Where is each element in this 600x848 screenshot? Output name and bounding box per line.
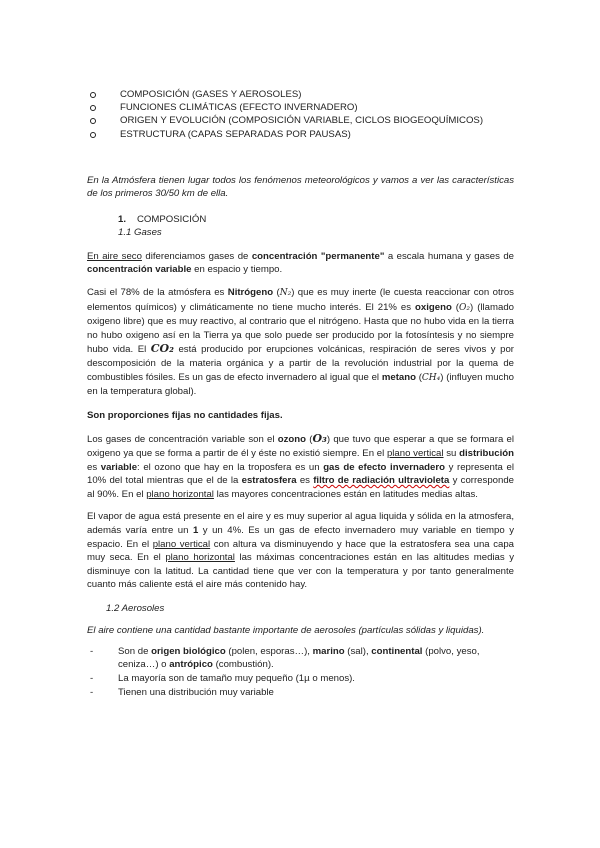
bullet-icon <box>90 118 96 124</box>
toc-item: ESTRUCTURA (CAPAS SEPARADAS POR PAUSAS) <box>87 128 514 141</box>
bullet-icon <box>90 92 96 98</box>
paragraph-aerosoles: El aire contiene una cantidad bastante importante de aerosoles (partículas sólidas y liquidas). <box>87 625 485 637</box>
paragraph-ozono: Los gases de concentración variable son el ozono (O₃) que tuvo que esperar a que se formara el oxigeno ya que se forma a partir de él y éste no existió siempre. En el plano vertical su distribución es variable: el ozono que hay en la troposfera es un gas de efecto invernadero y representa el 10% del total mientras que el de la estratosfera es filtro de radiación ultravioleta y corresponde al 90%. En el plano horizontal las mayores concentraciones están en latitudes medias altas. <box>87 432 514 500</box>
toc-item: ORIGEN Y EVOLUCIÓN (COMPOSICIÓN VARIABLE, CICLOS BIOGEOQUÍMICOS) <box>87 114 514 127</box>
heading-proporciones: Son proporciones fijas no cantidades fijas. <box>87 409 283 421</box>
bullet-icon <box>90 132 96 138</box>
section-heading: 1. COMPOSICIÓN <box>118 214 207 225</box>
paragraph-nitrogeno: Casi el 78% de la atmósfera es Nitrógeno (N₂) que es muy inerte (le cuesta reaccionar con otros elementos químicos) y climáticamente no tiene mucho interés. El 21% es oxigeno (O₂) (llamado oxigeno libre) que es muy reactivo, al contrario que el nitrógeno. Hasta que no hubo vida en la tierra no hubo oxigeno así en la Tierra ya que solo puede ser producido por la fotosíntesis y no siempre hubo vida. El CO₂ está producido por erupciones volcánicas, respiración de seres vivos y por descomposición de la materia orgánica y a partir de la revolución industrial por la quema de combustibles fósiles. Es un gas de efecto invernadero al igual que el metano (CH₄) (influyen mucho en la temperatura global). <box>87 287 514 398</box>
list-item: - Son de origen biológico (polen, esporas…), marino (sal), continental (polvo, yeso, ceniza…) o antrópico (combustión). <box>90 645 480 671</box>
aerosoles-list <box>87 645 514 699</box>
list-item: - La mayoría son de tamaño muy pequeño (1µ o menos). <box>90 673 355 685</box>
subsection-aerosoles: 1.2 Aerosoles <box>106 602 165 614</box>
list-item: - Tienen una distribución muy variable <box>90 686 274 698</box>
paragraph-vapor-agua: El vapor de agua está presente en el aire y es muy superior al agua liquida y sólida en la atmosfera, además varía entre un 1 y un 4%. Es un gas de efecto invernadero muy variable en tiempo y espacio. En el plano vertical con altura va disminuyendo y hace que la estratosfera sea una capa muy seca. En el plano horizontal las máximas concentraciones están en las altitudes medias y disminuye con la latitud. La cantidad tiene que ver con la temperatura y por tanto generalmente cuanto más caliente está el aire más contenido hay. <box>87 511 514 591</box>
bullet-icon <box>90 105 96 111</box>
table-of-contents <box>87 88 514 141</box>
paragraph-aire-seco: En aire seco diferenciamos gases de concentración "permanente" a escala humana y gases de concentración variable en espacio y tiempo. <box>87 250 515 276</box>
toc-item: COMPOSICIÓN (GASES Y AEROSOLES) <box>87 88 514 101</box>
intro-paragraph: En la Atmósfera tienen lugar todos los fenómenos meteorológicos y vamos a ver las características de los primeros 30/50 km de ella. <box>87 174 514 200</box>
page-content <box>87 88 514 699</box>
subsection-gases: 1.1 Gases <box>118 227 162 239</box>
toc-item: FUNCIONES CLIMÁTICAS (EFECTO INVERNADERO) <box>87 101 514 114</box>
